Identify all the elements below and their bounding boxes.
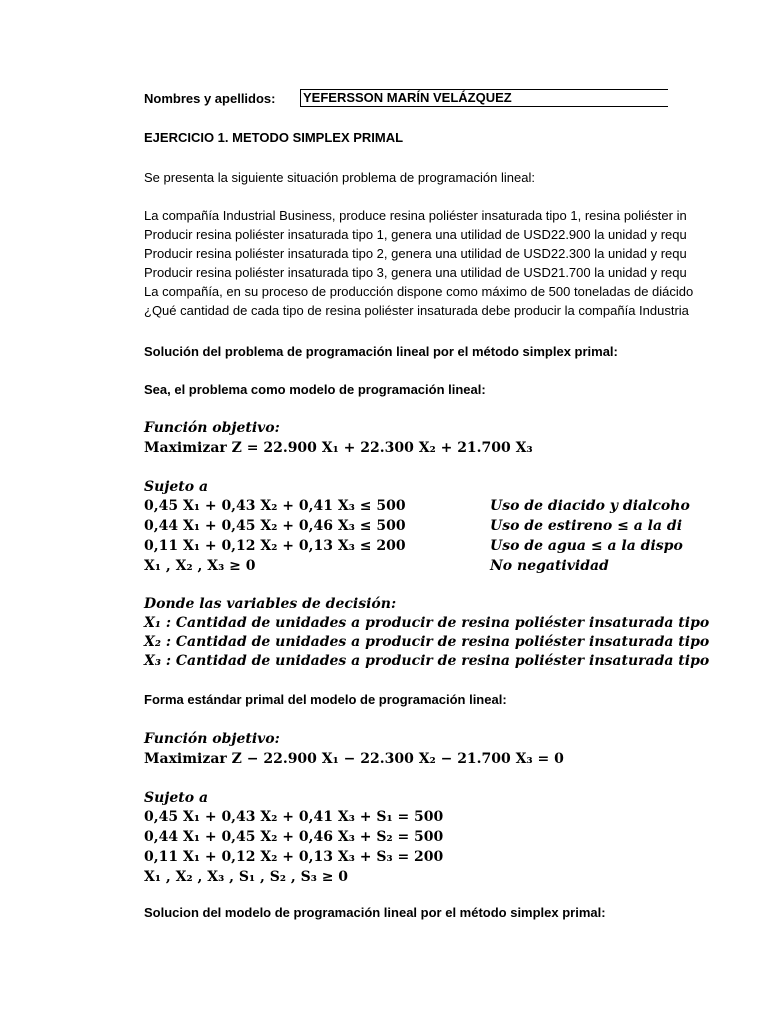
constraint-expression: 0,44 X₁ + 0,45 X₂ + 0,46 X₃ ≤ 500 [144,518,406,534]
constraint-row [144,517,683,537]
constraint-row [144,497,690,517]
standard-constraint: X₁ , X₂ , X₃ , S₁ , S₂ , S₃ ≥ 0 [144,869,349,885]
intro-text: Se presenta la siguiente situación problema de programación lineal: [144,170,535,185]
constraint-note: Uso de diacido y dialcoho [490,498,690,514]
problem-line: Producir resina poliéster insaturada tipo 3, genera una utilidad de USD21.700 la unidad y requ [144,265,687,280]
constraint-row [144,537,683,557]
constraint-expression: 0,11 X₁ + 0,12 X₂ + 0,13 X₃ ≤ 200 [144,538,406,554]
decision-variable: X₁ : Cantidad de unidades a producir de resina poliéster insaturada tipo [144,615,710,631]
problem-line: La compañía, en su proceso de producción dispone como máximo de 500 toneladas de diácido [144,284,694,299]
exercise-title: EJERCICIO 1. METODO SIMPLEX PRIMAL [144,130,404,145]
constraint-note: Uso de estireno ≤ a la di [490,518,683,534]
problem-line: La compañía Industrial Business, produce resina poliéster insaturada tipo 1, resina poliéster in [144,208,687,223]
problem-line: ¿Qué cantidad de cada tipo de resina poliéster insaturada debe producir la compañía Industria [144,303,689,318]
decision-variables [144,614,710,672]
name-label: Nombres y apellidos: [144,91,276,106]
problem-statement [144,208,694,320]
solution-heading: Solución del problema de programación lineal por el método simplex primal: [144,344,618,359]
objective-function: Maximizar Z = 22.900 X₁ + 22.300 X₂ + 21.700 X₃ [144,440,533,456]
decision-variable: X₃ : Cantidad de unidades a producir de resina poliéster insaturada tipo [144,653,710,669]
constraint-note: Uso de agua ≤ a la dispo [490,538,683,554]
subject-to-label: Sujeto a [144,479,209,495]
standard-constraint: 0,45 X₁ + 0,43 X₂ + 0,41 X₃ + S₁ = 500 [144,809,444,825]
problem-line: Producir resina poliéster insaturada tipo 1, genera una utilidad de USD22.900 la unidad y requ [144,227,687,242]
decision-variable: X₂ : Cantidad de unidades a producir de resina poliéster insaturada tipo [144,634,710,650]
standard-subject-to-label: Sujeto a [144,790,209,806]
standard-heading: Forma estándar primal del modelo de programación lineal: [144,692,507,707]
decision-label: Donde las variables de decisión: [144,596,397,612]
standard-constraint: 0,44 X₁ + 0,45 X₂ + 0,46 X₃ + S₂ = 500 [144,829,444,845]
constraint-expression: 0,45 X₁ + 0,43 X₂ + 0,41 X₃ ≤ 500 [144,498,406,514]
objective-label: Función objetivo: [144,420,280,436]
constraint-note: No negatividad [490,558,609,574]
standard-constraint: 0,11 X₁ + 0,12 X₂ + 0,13 X₃ + S₃ = 200 [144,849,444,865]
constraint-expression: X₁ , X₂ , X₃ ≥ 0 [144,558,256,574]
standard-objective-label: Función objetivo: [144,731,280,747]
model-heading: Sea, el problema como modelo de programación lineal: [144,382,486,397]
problem-line: Producir resina poliéster insaturada tipo 2, genera una utilidad de USD22.300 la unidad y requ [144,246,687,261]
constraint-row [144,557,669,577]
simplex-heading: Solucion del modelo de programación lineal por el método simplex primal: [144,905,606,920]
standard-objective-function: Maximizar Z − 22.900 X₁ − 22.300 X₂ − 21.700 X₃ = 0 [144,751,564,767]
name-cell[interactable]: YEFERSSON MARÍN VELÁZQUEZ [300,89,668,107]
